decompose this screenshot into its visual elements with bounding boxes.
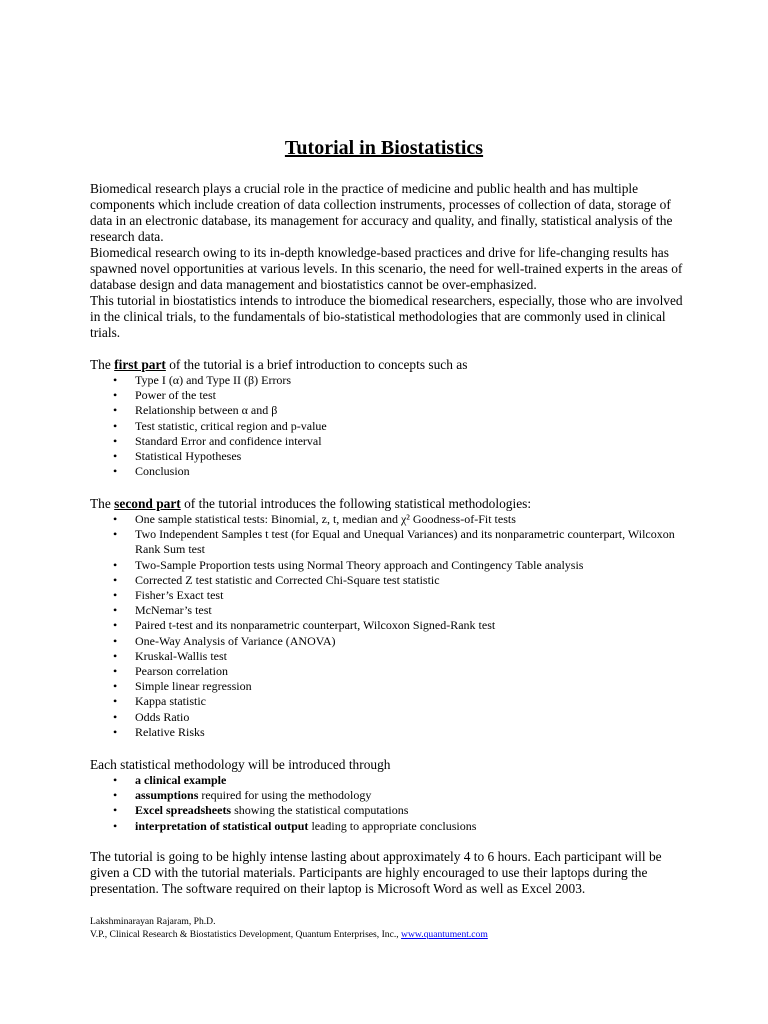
list-item: • Simple linear regression	[90, 679, 690, 694]
first-part-section	[90, 357, 690, 479]
heading-suffix: of the tutorial introduces the following statistical methodologies:	[180, 496, 532, 511]
list-item: • Statistical Hypotheses	[90, 449, 690, 464]
list-item: • Test statistic, critical region and p-value	[90, 419, 690, 434]
list-item: • One sample statistical tests: Binomial, z, t, median and χ² Goodness-of-Fit tests	[90, 512, 690, 527]
second-part-list	[90, 512, 690, 740]
list-item	[90, 803, 690, 818]
list-item: • Two-Sample Proportion tests using Normal Theory approach and Contingency Table analysis	[90, 558, 690, 573]
intro-paragraph: Biomedical research owing to its in-depth knowledge-based practices and drive for life-changing results has spawned novel opportunities at various levels. In this scenario, the need for well-trained experts in the areas of database design and data management and biostatistics cannot be over-emphasized.	[90, 245, 683, 292]
heading-prefix: The	[90, 357, 115, 372]
page-title: Tutorial in Biostatistics	[284, 137, 484, 159]
list-item	[90, 788, 690, 803]
list-item: • Paired t-test and its nonparametric counterpart, Wilcoxon Signed-Rank test	[90, 618, 690, 633]
methodology-heading: Each statistical methodology will be introduced through	[90, 757, 391, 772]
list-item: • Kappa statistic	[90, 694, 690, 709]
author-name: Lakshminarayan Rajaram, Ph.D.	[90, 916, 216, 927]
item-bold: Excel spreadsheets	[135, 803, 232, 818]
list-item: • Two Independent Samples t test (for Equal and Unequal Variances) and its nonparametric counterpart, Wilcoxon Rank Sum test	[90, 527, 690, 557]
list-item: • Fisher’s Exact test	[90, 588, 690, 603]
list-item: • One-Way Analysis of Variance (ANOVA)	[90, 634, 690, 649]
list-item: • Odds Ratio	[90, 710, 690, 725]
list-item	[90, 773, 690, 788]
methodology-list	[90, 773, 690, 834]
list-item: • Power of the test	[90, 388, 690, 403]
author-affiliation-line	[90, 929, 690, 942]
item-bold: a clinical example	[135, 773, 227, 787]
list-item: • Type I (α) and Type II (β) Errors	[90, 373, 690, 388]
second-part-section	[90, 496, 690, 740]
item-text: required for using the methodology	[198, 788, 372, 803]
list-item	[90, 819, 690, 834]
heading-prefix: The	[90, 496, 115, 511]
first-part-heading	[90, 357, 690, 373]
list-item: • Kruskal-Wallis test	[90, 649, 690, 664]
item-text: showing the statistical computations	[231, 803, 409, 818]
list-item: • Relative Risks	[90, 725, 690, 740]
item-bold: assumptions	[135, 788, 199, 803]
second-part-heading	[90, 496, 690, 512]
first-part-highlight: first part	[114, 357, 166, 372]
list-item: • McNemar’s test	[90, 603, 690, 618]
list-item: • Standard Error and confidence interval	[90, 434, 690, 449]
first-part-list	[90, 373, 690, 479]
author-affiliation: V.P., Clinical Research & Biostatistics Development, Quantum Enterprises, Inc.,	[90, 928, 402, 940]
heading-suffix: of the tutorial is a brief introduction to concepts such as	[165, 357, 468, 372]
list-item: • Relationship between α and β	[90, 403, 690, 418]
intro-section	[90, 181, 690, 341]
intro-paragraph: This tutorial in biostatistics intends to introduce the biomedical researchers, especially, those who are involved in the clinical trials, to the fundamentals of bio-statistical methodologies that are commonly used in clinical trials.	[90, 293, 683, 340]
website-link[interactable]: www.quantument.com	[401, 928, 488, 940]
list-item: • Corrected Z test statistic and Corrected Chi-Square test statistic	[90, 573, 690, 588]
methodology-section	[90, 757, 690, 834]
second-part-highlight: second part	[114, 496, 181, 511]
item-text: leading to appropriate conclusions	[308, 818, 477, 833]
item-bold: interpretation of statistical output	[135, 818, 309, 833]
footer	[90, 916, 690, 941]
list-item: • Pearson correlation	[90, 664, 690, 679]
intro-paragraph: Biomedical research plays a crucial role in the practice of medicine and public health and has multiple components which include creation of data collection instruments, processes of collection of data, storage of data in an electronic database, its management for accuracy and quality, and finally, statistical analysis of the research data.	[90, 181, 673, 244]
list-item: • Conclusion	[90, 464, 690, 479]
closing-paragraph: The tutorial is going to be highly intense lasting about approximately 4 to 6 hours. Each participant will be given a CD with the tutorial materials. Participants are highly encouraged to use their laptops during the presentation. The software required on their laptop is Microsoft Word as well as Excel 2003.	[90, 849, 662, 896]
